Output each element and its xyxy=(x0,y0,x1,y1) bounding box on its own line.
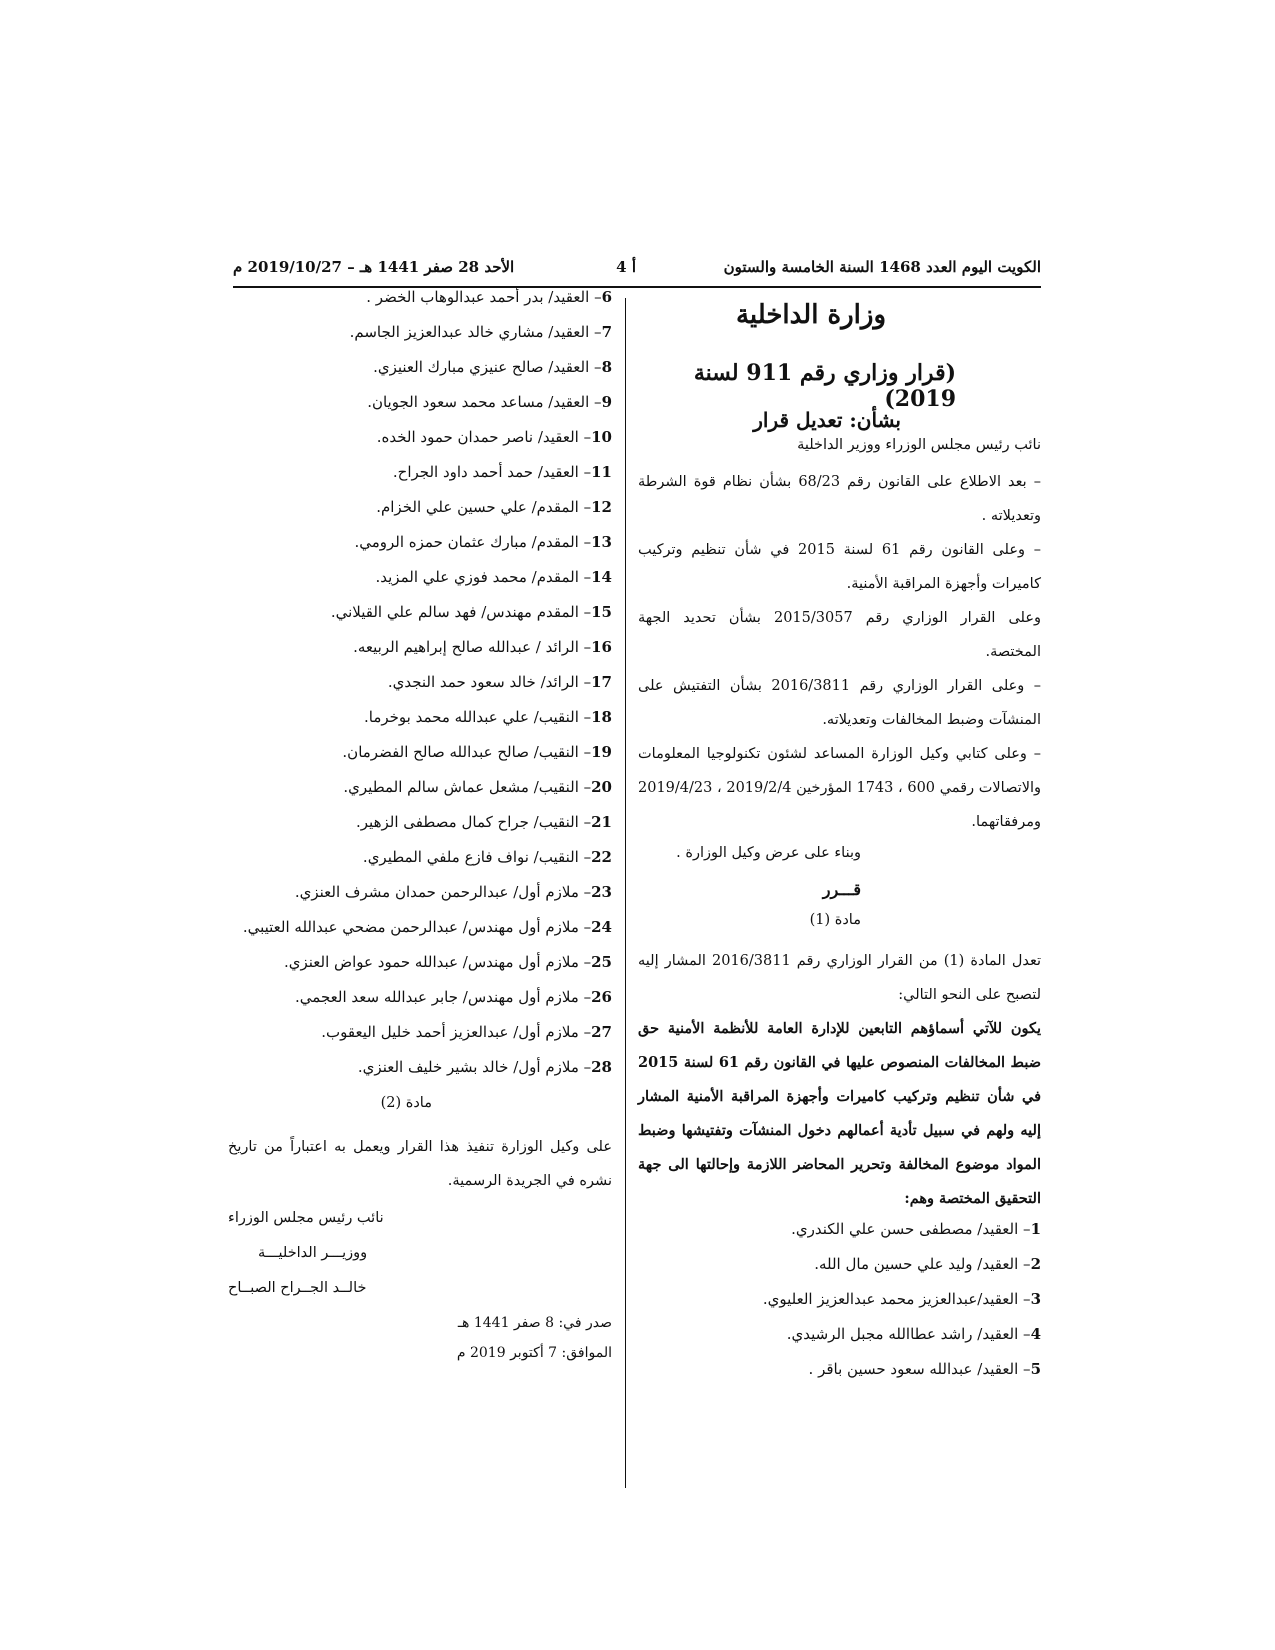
name-text: – ملازم أول مهندس/ عبدالرحمن مضحي عبدالله العتيبي. xyxy=(242,918,592,936)
name-number: 4 xyxy=(1030,1325,1041,1343)
name-text: – النقيب/ مشعل عماش سالم المطيري. xyxy=(343,778,592,796)
preamble-1: – بعد الاطلاع على القانون رقم 68/23 بشأن نظام قوة الشرطة وتعديلاته . xyxy=(638,474,1042,524)
name-number: 18 xyxy=(591,708,612,726)
name-number: 12 xyxy=(591,498,612,516)
name-item xyxy=(377,428,612,446)
header-date: الأحد 28 صفر 1441 هـ – 2019/10/27 م xyxy=(233,258,515,276)
name-item xyxy=(356,813,612,831)
name-text: – ملازم أول/ خالد بشير خليف العنزي. xyxy=(357,1058,592,1076)
preamble-3: وعلى القرار الوزاري رقم 2015/3057 بشأن تحديد الجهة المختصة. xyxy=(638,610,1041,660)
header-issue: الكويت اليوم العدد 1468 السنة الخامسة والستون xyxy=(723,258,1041,276)
name-item xyxy=(366,288,612,306)
name-text: – العقيد/ حمد أحمد داود الجراح. xyxy=(392,463,592,481)
name-number: 23 xyxy=(591,883,612,901)
name-number: 5 xyxy=(1030,1360,1041,1378)
preamble-4: – وعلى القرار الوزاري رقم 2016/3811 بشأن التفتيش على المنشآت وضبط المخالفات وتعديلاته. xyxy=(638,678,1041,728)
name-text: – الرائد/ خالد سعود حمد النجدي. xyxy=(387,673,592,691)
name-item xyxy=(814,1255,1041,1273)
ministry-title: وزارة الداخلية xyxy=(735,300,886,330)
name-text: – النقيب/ علي عبدالله محمد بوخرما. xyxy=(364,708,592,726)
name-text: – المقدم/ محمد فوزي علي المزيد. xyxy=(375,568,592,586)
name-item xyxy=(763,1290,1041,1308)
name-text: – الرائد / عبدالله صالح إبراهيم الربيعه. xyxy=(353,638,592,656)
name-text: – العقيد/ مصطفى حسن علي الكندري. xyxy=(791,1220,1031,1238)
name-item xyxy=(342,743,612,761)
name-item xyxy=(364,708,612,726)
name-number: 27 xyxy=(591,1023,612,1041)
article2-body: على وكيل الوزارة تنفيذ هذا القرار ويعمل به اعتباراً من تاريخ نشره في الجريدة الرسمية. xyxy=(228,1139,612,1189)
name-item xyxy=(373,358,612,376)
issuer-line: نائب رئيس مجلس الوزراء ووزير الداخلية xyxy=(797,437,1041,453)
name-text: – ملازم أول/ عبدالرحمن حمدان مشرف العنزي. xyxy=(294,883,592,901)
signature-name: خالــد الجــراح الصبــاح xyxy=(228,1280,367,1296)
name-item xyxy=(376,498,612,516)
preamble-5: – وعلى كتابي وكيل الوزارة المساعد لشئون تكنولوجيا المعلومات والاتصالات رقمي 600 ، 1743 المؤرخين 2019/2/4 ، 2019/4/23 ومرفقاتهما. xyxy=(638,746,1041,830)
name-text: – ملازم أول مهندس/ جابر عبدالله سعد العجمي. xyxy=(295,988,592,1006)
name-number: 6 xyxy=(601,288,612,306)
name-text: – ملازم أول مهندس/ عبدالله حمود عواض العنزي. xyxy=(283,953,592,971)
name-text: – المقدم/ علي حسين علي الخزام. xyxy=(376,498,592,516)
name-item xyxy=(295,988,612,1006)
page-header xyxy=(233,258,1041,286)
proposal-line: وبناء على عرض وكيل الوزارة . xyxy=(676,845,861,861)
name-number: 2 xyxy=(1030,1255,1041,1273)
name-number: 16 xyxy=(591,638,612,656)
name-item xyxy=(367,393,612,411)
name-text: – المقدم مهندس/ فهد سالم علي القيلاني. xyxy=(330,603,592,621)
name-text: – العقيد/ بدر أحمد عبدالوهاب الخضر . xyxy=(366,288,602,306)
name-text: – العقيد/ ناصر حمدان حمود الخده. xyxy=(376,428,592,446)
name-item xyxy=(354,533,612,551)
name-text: – العقيد/ راشد عطاالله مجبل الرشيدي. xyxy=(786,1325,1031,1343)
decree-title: (قرار وزاري رقم 911 لسنة 2019) xyxy=(693,360,956,412)
name-item xyxy=(375,568,612,586)
name-number: 26 xyxy=(591,988,612,1006)
name-number: 21 xyxy=(591,813,612,831)
name-number: 15 xyxy=(591,603,612,621)
name-number: 9 xyxy=(601,393,612,411)
name-number: 17 xyxy=(591,673,612,691)
name-item xyxy=(363,848,612,866)
name-item xyxy=(350,323,612,341)
name-text: – العقيد/ مشاري خالد عبدالعزيز الجاسم. xyxy=(349,323,602,341)
name-item xyxy=(295,883,612,901)
issued-date: صدر في: 8 صفر 1441 هـ xyxy=(457,1315,612,1331)
preamble-2: – وعلى القانون رقم 61 لسنة 2015 في شأن تنظيم وتركيب كاميرات وأجهزة المراقبة الأمنية. xyxy=(638,542,1041,592)
header-page-number: أ 4 xyxy=(616,258,636,276)
name-number: 22 xyxy=(591,848,612,866)
decided-heading: قـــرر xyxy=(822,880,861,899)
name-item xyxy=(321,1023,612,1041)
article1-heading: مادة (1) xyxy=(809,912,861,928)
name-number: 24 xyxy=(591,918,612,936)
name-item xyxy=(787,1325,1041,1343)
name-text: – العقيد/ مساعد محمد سعود الجويان. xyxy=(367,393,602,411)
name-item xyxy=(358,1058,612,1076)
decree-subject: بشأن: تعديل قرار xyxy=(753,408,901,432)
name-number: 1 xyxy=(1030,1220,1041,1238)
name-number: 8 xyxy=(601,358,612,376)
name-item xyxy=(243,918,612,936)
name-number: 14 xyxy=(591,568,612,586)
name-number: 13 xyxy=(591,533,612,551)
name-number: 19 xyxy=(591,743,612,761)
name-item xyxy=(809,1360,1041,1378)
name-text: – العقيد/ صالح عنيزي مبارك العنيزي. xyxy=(373,358,602,376)
article1-intro: تعدل المادة (1) من القرار الوزاري رقم 2016/3811 المشار إليه لتصبح على النحو التالي: xyxy=(638,953,1042,1003)
name-text: – العقيد/عبدالعزيز محمد عبدالعزيز العليوي. xyxy=(762,1290,1031,1308)
signature-ministry: ووزيـــر الداخليـــة xyxy=(258,1245,368,1261)
name-item xyxy=(331,603,612,621)
name-item xyxy=(284,953,612,971)
name-number: 3 xyxy=(1030,1290,1041,1308)
article1-body: يكون للآتي أسماؤهم التابعين للإدارة العامة للأنظمة الأمنية حق ضبط المخالفات المنصوص عليها في القانون رقم 61 لسنة 2015 في شأن تنظيم وتركيب كاميرات وأجهزة المراقبة الأمنية المشار إليه ولهم في سبيل تأدية أعمالهم دخول المنشآت وتفتيشها وضبط المواد موضوع المخالفة وتحرير المحاضر اللازمة وإحالتها الى جهة التحقيق المختصة وهم: xyxy=(638,1020,1042,1207)
name-text: – ملازم أول/ عبدالعزيز أحمد خليل اليعقوب. xyxy=(321,1023,592,1041)
name-text: – النقيب/ جراح كمال مصطفى الزهير. xyxy=(356,813,592,831)
article2-heading: مادة (2) xyxy=(380,1095,432,1111)
name-number: 11 xyxy=(591,463,612,481)
name-item xyxy=(393,463,612,481)
name-item xyxy=(388,673,612,691)
name-item xyxy=(791,1220,1041,1238)
name-number: 20 xyxy=(591,778,612,796)
header-rule xyxy=(233,286,1041,288)
name-text: – العقيد/ وليد علي حسين مال الله. xyxy=(814,1255,1031,1273)
name-text: – العقيد/ عبدالله سعود حسين باقر . xyxy=(808,1360,1031,1378)
column-divider xyxy=(625,298,626,1488)
name-item xyxy=(353,638,612,656)
name-text: – النقيب/ صالح عبدالله صالح الفضرمان. xyxy=(342,743,592,761)
name-text: – المقدم/ مبارك عثمان حمزه الرومي. xyxy=(354,533,592,551)
name-number: 7 xyxy=(601,323,612,341)
name-text: – النقيب/ نواف فازع ملفي المطيري. xyxy=(362,848,592,866)
name-number: 28 xyxy=(591,1058,612,1076)
name-item xyxy=(343,778,612,796)
signature-title: نائب رئيس مجلس الوزراء xyxy=(228,1210,384,1226)
corresponding-date: الموافق: 7 أكتوبر 2019 م xyxy=(456,1345,612,1361)
name-number: 10 xyxy=(591,428,612,446)
name-number: 25 xyxy=(591,953,612,971)
